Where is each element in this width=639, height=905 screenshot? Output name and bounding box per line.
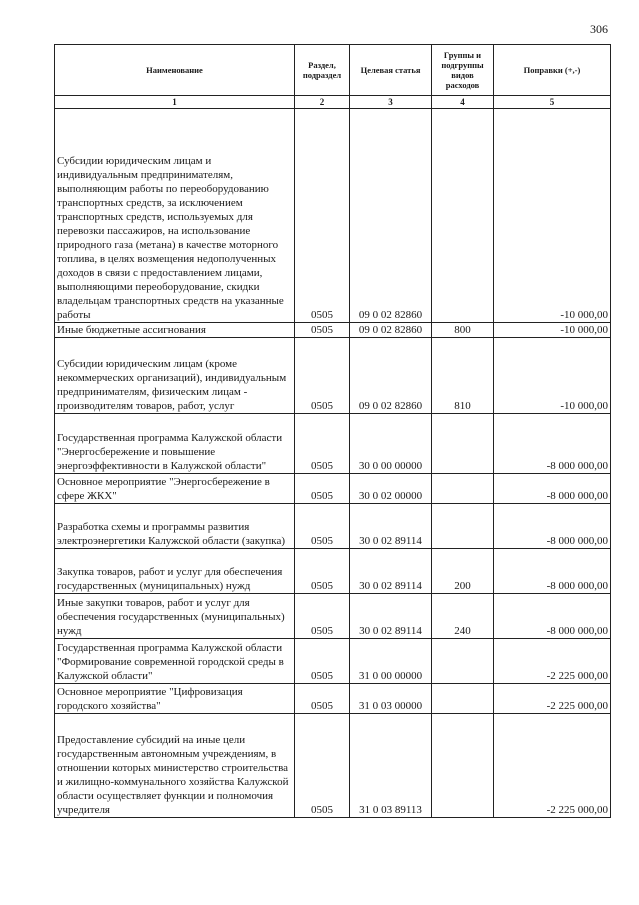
row-group — [432, 414, 494, 474]
row-amount: -8 000 000,00 — [494, 594, 611, 639]
header-row — [55, 45, 611, 96]
table-row — [55, 474, 611, 504]
table-row — [55, 684, 611, 714]
header-amendments: Поправки (+,-) — [494, 45, 611, 96]
table-row — [55, 414, 611, 474]
header-target: Целевая статья — [350, 45, 432, 96]
row-target: 31 0 03 89113 — [350, 714, 432, 818]
header-name: Наименование — [55, 45, 295, 96]
row-amount: -2 225 000,00 — [494, 684, 611, 714]
row-group: 200 — [432, 549, 494, 594]
row-group — [432, 504, 494, 549]
row-name: Государственная программа Калужской области "Энергосбережение и повышение энергоэффективности в Калужской области" — [55, 414, 295, 474]
row-group: 810 — [432, 338, 494, 414]
row-name: Предоставление субсидий на иные цели государственным автономным учреждениям, в отношении которых министерство строительства и жилищно-коммунального хозяйства Калужской области осуществляет функции и полномочия учредителя — [55, 714, 295, 818]
row-target: 09 0 02 82860 — [350, 109, 432, 323]
row-name: Государственная программа Калужской области "Формирование современной городской среды в Калужской области" — [55, 639, 295, 684]
table-row — [55, 639, 611, 684]
row-target: 09 0 02 82860 — [350, 338, 432, 414]
row-name: Субсидии юридическим лицам и индивидуальным предпринимателям, выполняющим работы по переоборудованию транспортных средств, за исключением транспортных средств, используемых для перевозки пассажиров, на использование природного газа (метана) в качестве моторного топлива, в целях возмещения недополученных доходов в связи с предоставлением лицами, выполняющими переоборудование, скидки владельцам транспортных средств на указанные работы — [55, 109, 295, 323]
row-name: Субсидии юридическим лицам (кроме некоммерческих организаций), индивидуальным предпринимателям, физическим лицам - производителям товаров, работ, услуг — [55, 338, 295, 414]
row-name: Основное мероприятие "Энергосбережение в сфере ЖКХ" — [55, 474, 295, 504]
row-amount: -10 000,00 — [494, 338, 611, 414]
header-section: Раздел, подраздел — [295, 45, 350, 96]
row-target: 30 0 02 89114 — [350, 504, 432, 549]
row-section: 0505 — [295, 323, 350, 338]
row-name: Разработка схемы и программы развития электроэнергетики Калужской области (закупка) — [55, 504, 295, 549]
header-groups: Группы и подгруппы видов расходов — [432, 45, 494, 96]
column-number: 3 — [350, 96, 432, 109]
row-amount: -8 000 000,00 — [494, 549, 611, 594]
row-section: 0505 — [295, 109, 350, 323]
table-row — [55, 109, 611, 323]
row-group — [432, 714, 494, 818]
row-amount: -2 225 000,00 — [494, 714, 611, 818]
row-section: 0505 — [295, 338, 350, 414]
row-section: 0505 — [295, 549, 350, 594]
row-target: 30 0 02 00000 — [350, 474, 432, 504]
budget-amendments-table — [54, 44, 611, 818]
page-number: 306 — [590, 22, 608, 36]
row-amount: -8 000 000,00 — [494, 474, 611, 504]
column-number-row — [55, 96, 611, 109]
row-group — [432, 639, 494, 684]
row-amount: -10 000,00 — [494, 109, 611, 323]
row-target: 30 0 00 00000 — [350, 414, 432, 474]
table-row — [55, 323, 611, 338]
row-amount: -10 000,00 — [494, 323, 611, 338]
row-section: 0505 — [295, 714, 350, 818]
table-row — [55, 504, 611, 549]
row-amount: -2 225 000,00 — [494, 639, 611, 684]
row-group — [432, 474, 494, 504]
row-group — [432, 109, 494, 323]
row-target: 31 0 03 00000 — [350, 684, 432, 714]
row-amount: -8 000 000,00 — [494, 504, 611, 549]
table-row — [55, 549, 611, 594]
column-number: 5 — [494, 96, 611, 109]
row-section: 0505 — [295, 474, 350, 504]
column-number: 4 — [432, 96, 494, 109]
row-section: 0505 — [295, 639, 350, 684]
table-row — [55, 594, 611, 639]
row-name: Основное мероприятие "Цифровизация городского хозяйства" — [55, 684, 295, 714]
column-number: 1 — [55, 96, 295, 109]
row-target: 09 0 02 82860 — [350, 323, 432, 338]
row-section: 0505 — [295, 594, 350, 639]
row-group: 800 — [432, 323, 494, 338]
row-name: Иные бюджетные ассигнования — [55, 323, 295, 338]
row-section: 0505 — [295, 414, 350, 474]
column-number: 2 — [295, 96, 350, 109]
row-target: 30 0 02 89114 — [350, 594, 432, 639]
row-section: 0505 — [295, 504, 350, 549]
row-amount: -8 000 000,00 — [494, 414, 611, 474]
row-name: Закупка товаров, работ и услуг для обеспечения государственных (муниципальных) нужд — [55, 549, 295, 594]
row-target: 30 0 02 89114 — [350, 549, 432, 594]
table-row — [55, 714, 611, 818]
table-row — [55, 338, 611, 414]
row-name: Иные закупки товаров, работ и услуг для обеспечения государственных (муниципальных) нужд — [55, 594, 295, 639]
row-section: 0505 — [295, 684, 350, 714]
row-group — [432, 684, 494, 714]
row-target: 31 0 00 00000 — [350, 639, 432, 684]
row-group: 240 — [432, 594, 494, 639]
